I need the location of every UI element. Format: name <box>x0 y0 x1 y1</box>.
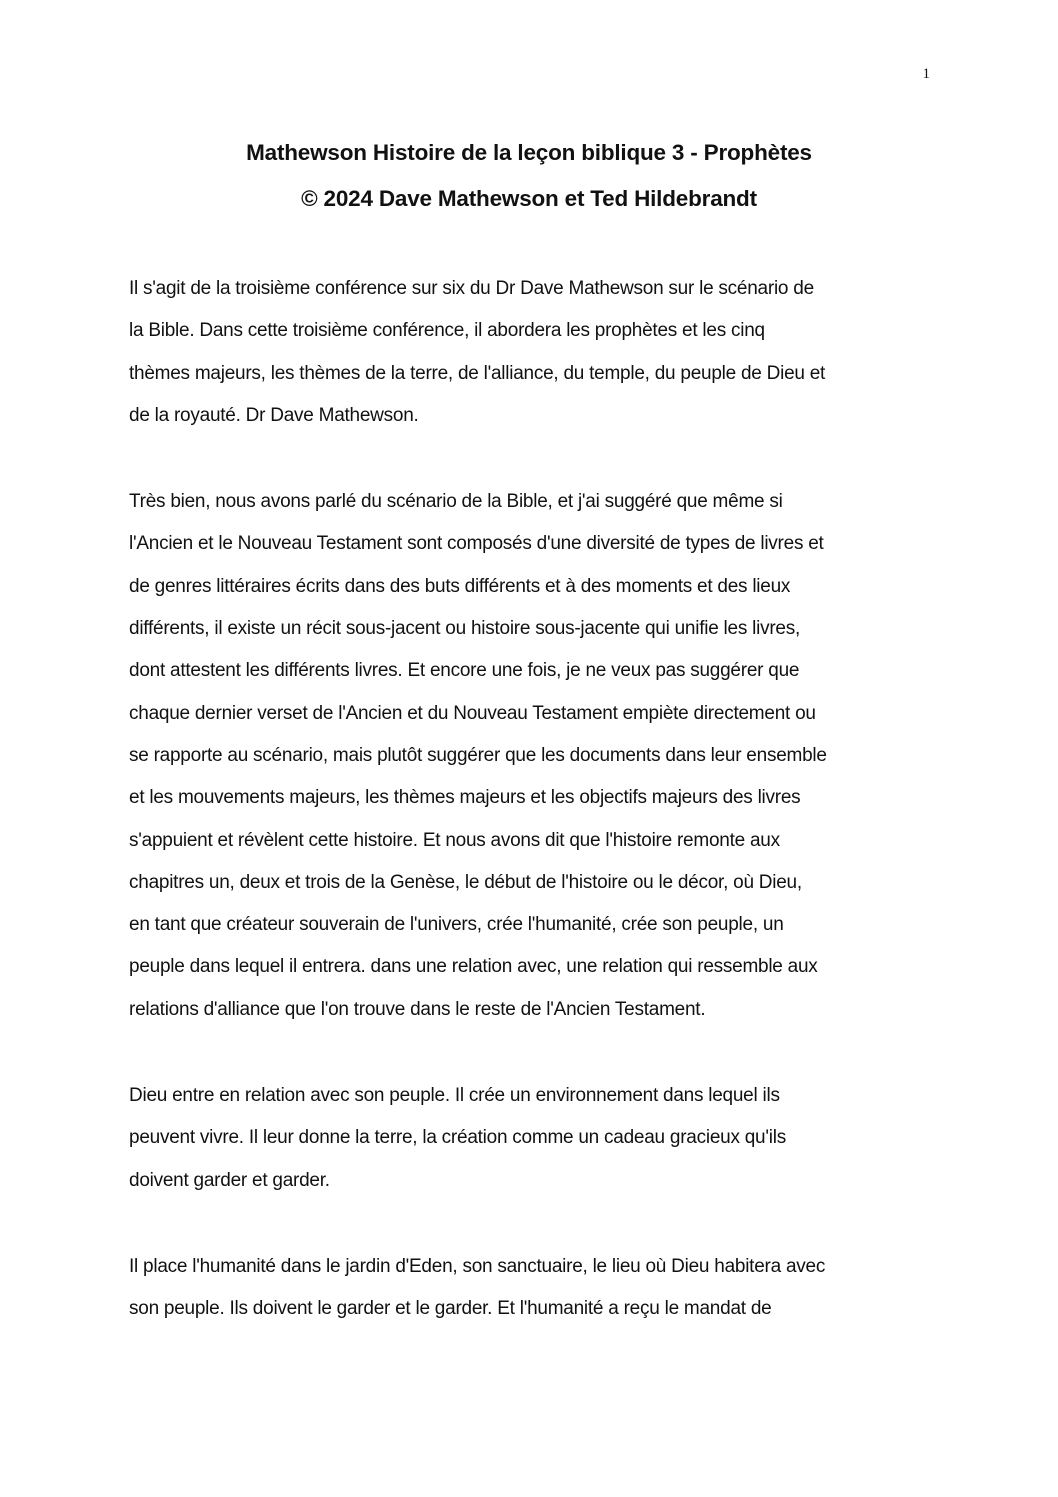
text-line: chaque dernier verset de l'Ancien et du Nouveau Testament empiète directement ou <box>129 702 816 724</box>
text-line: en tant que créateur souverain de l'univers, crée l'humanité, crée son peuple, un <box>129 914 784 936</box>
text-line: chapitres un, deux et trois de la Genèse, le début de l'histoire ou le décor, où Dieu, <box>129 871 802 893</box>
paragraph-intro <box>129 268 929 437</box>
text-line: Très bien, nous avons parlé du scénario de la Bible, et j'ai suggéré que même si <box>129 491 783 513</box>
text-line: se rapporte au scénario, mais plutôt suggérer que les documents dans leur ensemble <box>129 744 827 766</box>
text-line: de la royauté. Dr Dave Mathewson. <box>129 404 419 426</box>
text-line: thèmes majeurs, les thèmes de la terre, de l'alliance, du temple, du peuple de Dieu et <box>129 362 826 384</box>
body-text <box>129 268 929 1375</box>
paragraph-relation <box>129 1075 929 1202</box>
title-block <box>0 130 1058 222</box>
copyright-line: © 2024 Dave Mathewson et Ted Hildebrandt <box>301 186 757 211</box>
text-line: dont attestent les différents livres. Et encore une fois, je ne veux pas suggérer que <box>129 660 800 682</box>
text-line: et les mouvements majeurs, les thèmes majeurs et les objectifs majeurs des livres <box>129 787 801 809</box>
text-line: son peuple. Ils doivent le garder et le garder. Et l'humanité a reçu le mandat de <box>129 1298 772 1320</box>
text-line: peuvent vivre. Il leur donne la terre, la création comme un cadeau gracieux qu'ils <box>129 1127 786 1149</box>
paragraph-storyline <box>129 481 929 1031</box>
text-line: différents, il existe un récit sous-jacent ou histoire sous-jacente qui unifie les livres, <box>129 618 800 640</box>
text-line: Dieu entre en relation avec son peuple. Il crée un environnement dans lequel ils <box>129 1085 780 1107</box>
text-line: relations d'alliance que l'on trouve dans le reste de l'Ancien Testament. <box>129 998 706 1020</box>
text-line: l'Ancien et le Nouveau Testament sont composés d'une diversité de types de livres et <box>129 533 824 555</box>
text-line: la Bible. Dans cette troisième conférence, il abordera les prophètes et les cinq <box>129 320 765 342</box>
text-line: Il s'agit de la troisième conférence sur six du Dr Dave Mathewson sur le scénario de <box>129 278 814 299</box>
document-title: Mathewson Histoire de la leçon biblique 3 - Prophètes <box>246 140 812 165</box>
text-line: Il place l'humanité dans le jardin d'Eden, son sanctuaire, le lieu où Dieu habitera avec <box>129 1255 826 1277</box>
text-line: peuple dans lequel il entrera. dans une relation avec, une relation qui ressemble aux <box>129 956 818 978</box>
text-line: s'appuient et révèlent cette histoire. Et nous avons dit que l'histoire remonte aux <box>129 829 780 851</box>
text-line: doivent garder et garder. <box>129 1169 330 1191</box>
text-line: de genres littéraires écrits dans des buts différents et à des moments et des lieux <box>129 575 791 597</box>
page-number: 1 <box>922 66 930 82</box>
paragraph-eden <box>129 1246 929 1331</box>
